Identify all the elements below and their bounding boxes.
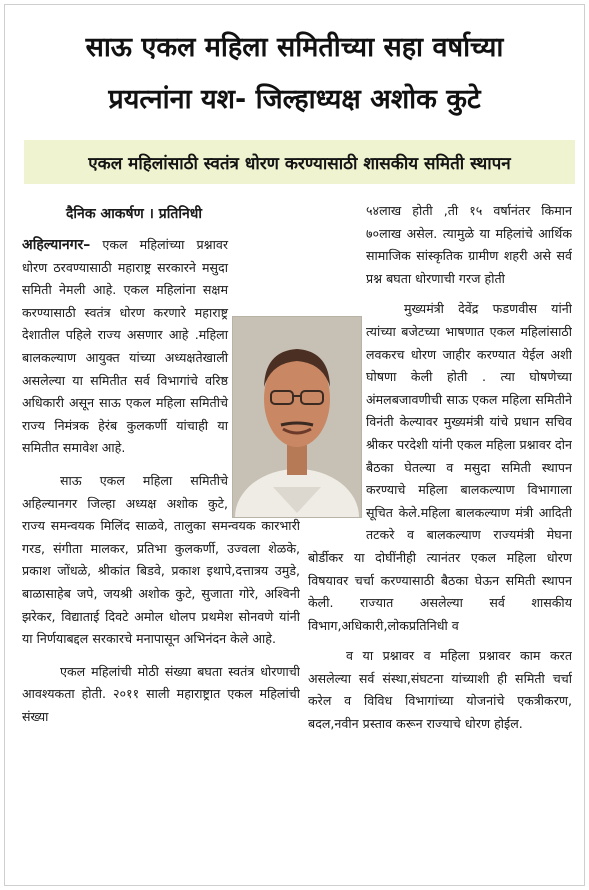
left-paragraph-2: साऊ एकल महिला समितीचे अहिल्यानगर जिल्हा अध्यक्ष अशोक कुटे, राज्य समन्वयक मिलिंद साळवे, तालुका समन्वयक कारभारी गरड, संगीता मालकर, प्रतिभा कुलकर्णी, उज्वला शेळके, प्रकाश जोंधळे, श्रीकांत बिडवे, प्रकाश इथापे,दत्तात्रय उमुडे, बाळासाहेब जपे, जयश्री अशोक कुटे, सुजाता गोरे, अश्विनी झरेकर, विद्याताई दिवटे अमोल धोलप प्रथमेश सोनवणे यांनी या निर्णयाबद्दल सरकारचे मनापासून अभिनंदन केले आहे. — [22, 472, 300, 647]
dateline-place: अहिल्यानगर– — [22, 237, 91, 253]
left-column — [22, 200, 300, 880]
byline: दैनिक आकर्षण । प्रतिनिधी — [66, 206, 202, 222]
right-paragraph-2: मुख्यमंत्री देवेंद्र फडणवीस यांनी त्यांच्या बजेटच्या भाषणात एकल महिलांसाठी लवकरच धोरण जाहीर करण्यात येईल अशी घोषणा केली होती . त्या घोषणेच्या अंमलबजावणीची साऊ एकल महिला समितीने विनंती केल्यावर मुख्यमंत्री यांचे प्रधान सचिव श्रीकर परदेशी यांनी एकल महिला प्रश्नावर दोन बैठका घेतल्या व मसुदा समिती स्थापन करण्याचे महिला बालकल्याण विभागाला सूचित केले.महिला बालकल्याण मंत्री आदिती तटकरे व बालकल्याण राज्यमंत्री मेघना बोर्डीकर या दोघींनीही त्यानंतर एकल महिला धोरण विषयावर चर्चा करण्यासाठी बैठका घेऊन समिती स्थापन केली. राज्यात असलेल्या सर्व शासकीय विभाग,अधिकारी,लोकप्रतिनिधी व — [308, 301, 572, 633]
right-column — [308, 200, 572, 870]
left-paragraph-1-text: एकल महिलांच्या प्रश्नावर धोरण ठरवण्यासाठी महाराष्ट्र सरकारने मसुदा समिती नेमली आहे. एकल महिलांना सक्षम करण्यासाठी स्वतंत्र धोरण करणारे महाराष्ट्र देशातील पहिले राज्य असणार आहे .महिला बालकल्याण आयुक्त यांच्या अध्यक्षतेखाली असलेल्या या समितीत सर्व विभागांचे वरिष्ठ अधिकारी असून साऊ एकल महिला समितीचे राज्य निमंत्रक हेरंब कुलकर्णी यांचाही या समितीत समावेश आहे. — [22, 237, 228, 456]
subheadline: एकल महिलांसाठी स्वतंत्र धोरण करण्यासाठी शासकीय समिती स्थापन — [88, 153, 511, 174]
photo-spacer-right — [308, 294, 366, 536]
headline-line-2: प्रयत्नांना यश- जिल्हाध्यक्ष अशोक कुटे — [108, 84, 481, 115]
right-paragraph-3: व या प्रश्नावर व महिला प्रश्नावर काम करत असलेल्या सर्व संस्था,संघटना यांच्याशी ही समिती चर्चा करेल व विविध विभागांच्या योजनांचे एकत्रीकरण, बदल,नवीन प्रस्ताव करून राज्याचे धोरण होईल. — [308, 648, 572, 732]
headline — [10, 22, 579, 126]
left-paragraph-3: एकल महिलांची मोठी संख्या बघता स्वतंत्र धोरणाची आवश्यकता होती. २०११ साली महाराष्ट्रात एकल महिलांची संख्या — [22, 663, 300, 724]
headline-line-1: साऊ एकल महिला समितीच्या सहा वर्षाच्या — [85, 32, 504, 63]
subheadline-bar — [24, 140, 575, 184]
right-paragraph-1: ५४लाख होती ,ती १५ वर्षानंतर किमान ७०लाख असेल. त्यामुळे या महिलांचे आर्थिक सामाजिक सांस्कृतिक ग्रामीण शहरी असे सर्व प्रश्न बघता धोरणाची गरज होती — [366, 203, 572, 286]
